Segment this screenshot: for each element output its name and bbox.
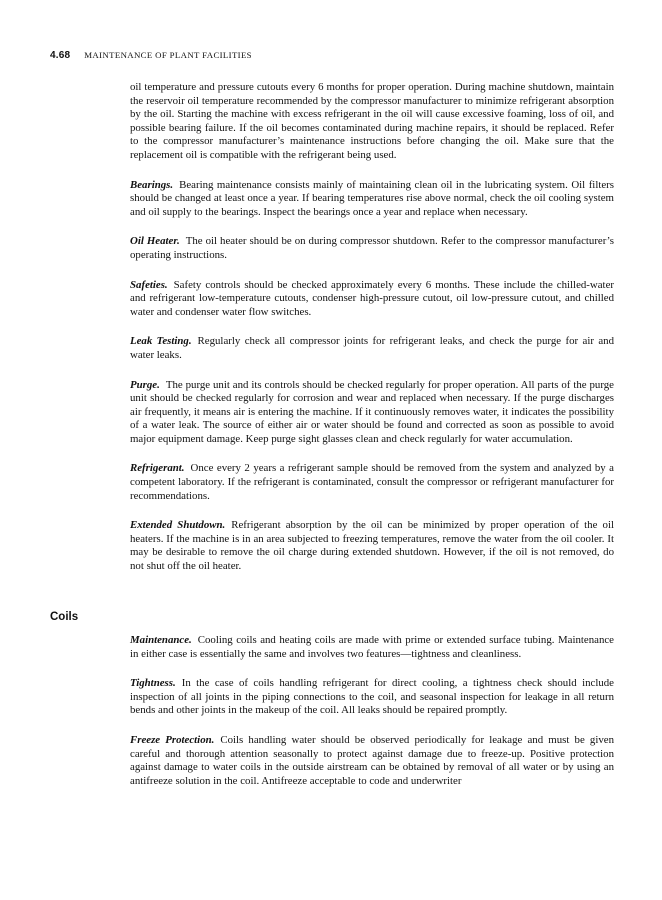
freeze-protection-paragraph: [130, 734, 614, 788]
refrigerant-paragraph: [130, 462, 614, 503]
paragraph-text: The oil heater should be on during compressor shutdown. Refer to the compressor manufacturer’s operating instructions.: [130, 235, 614, 261]
coil-maintenance-paragraph: [130, 634, 614, 661]
paragraph-heading: Safeties.: [130, 278, 168, 291]
paragraph-heading: Extended Shutdown.: [130, 519, 226, 532]
purge-paragraph: [130, 379, 614, 447]
bearings-paragraph: [130, 179, 614, 220]
safeties-paragraph: [130, 279, 614, 320]
paragraph-text: Once every 2 years a refrigerant sample should be removed from the system and analyzed by a competent laboratory. If the refrigerant is contaminated, consult the compressor or refrigerant manufacturer for recommendations.: [130, 462, 614, 502]
paragraph-heading: Leak Testing.: [130, 335, 192, 348]
paragraph-heading: Tightness.: [130, 677, 176, 690]
coils-section-text: [130, 634, 614, 804]
paragraph-heading: Refrigerant.: [130, 462, 185, 475]
leak-testing-paragraph: [130, 335, 614, 362]
paragraph-text: The purge unit and its controls should be checked regularly for proper operation. All parts of the purge unit should be checked regularly for corrosion and wear and replaced when necessary. If the purge discharges air frequently, it means air is entering the machine. If it continuously removes water, it indicates the possibility of a water leak. The source of either air or water should be found and corrected as soon as possible to avoid major equipment damage. Keep purge sight glasses clean and check regularly for water accumulation.: [130, 378, 614, 445]
paragraph-text: Coils handling water should be observed periodically for leakage and must be given careful and thorough attention seasonally to protect against damage due to freeze-up. Positive protection against damage to water coils in the outside airstream can be obtained by removal of all water or by using an antifreeze solution in the coil. Antifreeze acceptable to code and underwriter: [130, 733, 614, 787]
paragraph-text: Safety controls should be checked approximately every 6 months. These include the chilled-water and refrigerant low-temperature cutouts, condenser high-pressure cutout, oil low-pressure cutout, and chilled water and condenser water flow switches.: [130, 278, 614, 318]
page-number: 4.68: [50, 50, 71, 61]
paragraph-heading: Freeze Protection.: [130, 733, 215, 746]
page-header: [50, 47, 632, 61]
paragraph-text: Regularly check all compressor joints for refrigerant leaks, and check the purge for air and water leaks.: [130, 335, 615, 361]
extended-shutdown-paragraph: [130, 519, 614, 573]
oil-heater-paragraph: [130, 235, 614, 262]
coil-tightness-paragraph: [130, 677, 614, 718]
running-title: MAINTENANCE OF PLANT FACILITIES: [84, 50, 252, 60]
paragraph-text: In the case of coils handling refrigerant for direct cooling, a tightness check should include inspection of all joints in the piping connections to the coil, and seasonal inspection for leakage in all return bends and other joints in the makeup of the coil. All leaks should be repaired promptly.: [130, 677, 614, 717]
coils-section-heading: Coils: [50, 611, 79, 623]
paragraph-text: Bearing maintenance consists mainly of maintaining clean oil in the lubricating system. Oil filters should be changed at least once a year. If bearing temperatures rise above normal, check the oil cooling system and oil supply to the bearings. Inspect the bearings once a year and replace when necessary.: [130, 178, 614, 218]
paragraph-heading: Maintenance.: [130, 634, 192, 646]
paragraph-heading: Bearings.: [130, 178, 174, 191]
paragraph-heading: Purge.: [130, 378, 160, 391]
paragraph-text: Refrigerant absorption by the oil can be minimized by proper operation of the oil heaters. If the machine is in an area subjected to freezing temperatures, remove the water from the oil cooler. It may be desirable to remove the oil charge during extended shutdown. However, if the oil is not removed, do not shut off the oil heater.: [130, 519, 614, 573]
refrigeration-maintenance-text: [130, 81, 614, 590]
paragraph-text: Cooling coils and heating coils are made with prime or extended surface tubing. Maintenance in either case is essentially the same and involves two features—tightness and cleanliness.: [130, 634, 614, 660]
paragraph-heading: Oil Heater.: [130, 235, 180, 248]
continuation-paragraph: oil temperature and pressure cutouts every 6 months for proper operation. During machine shutdown, maintain the reservoir oil temperature recommended by the compressor manufacturer to minimize refrigerant absorption by the oil. Starting the machine with excess refrigerant in the oil will cause excessive foaming, loss of oil, and possible bearing failure. If the oil becomes contaminated during machine repairs, it should be replaced. Refer to the compressor manufacturer’s maintenance instructions before changing the oil. Make sure that the replacement oil is compatible with the refrigerant being used.: [130, 81, 614, 161]
